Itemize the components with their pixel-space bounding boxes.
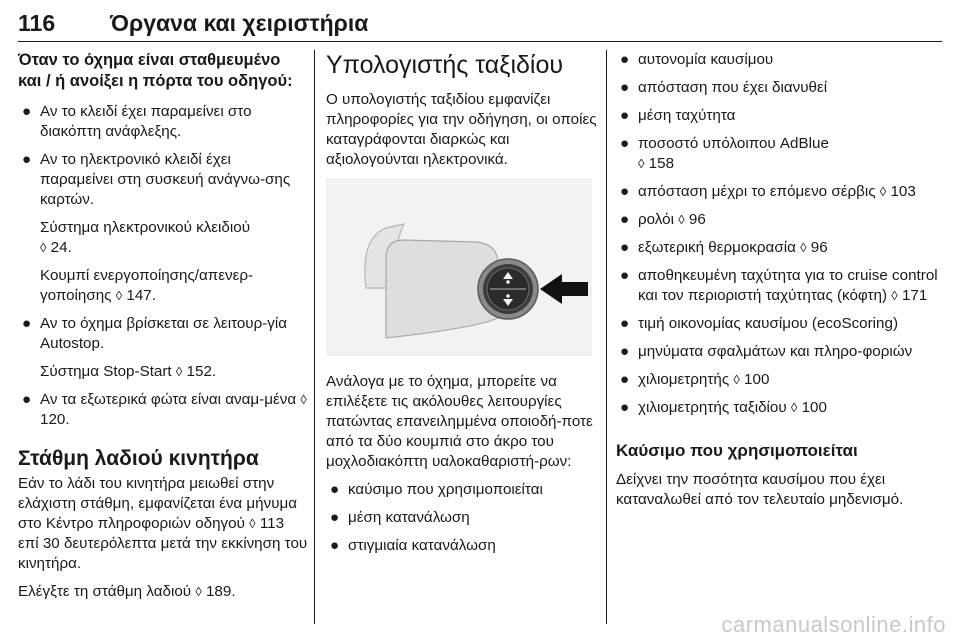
oil-level-text: Εάν το λάδι του κινητήρα μειωθεί στην ελάχιστη στάθμη, εμφανίζεται ένα μήνυμα στο Κέντρο πληροφοριών οδηγού ◊ 113 επί 30 δευτερόλεπτα μετά την εκκίνηση του κινητήρα. [18,475,308,572]
functions-list-continued [616,50,946,418]
wiper-lever-illustration [326,178,592,356]
fuel-used-text: Δείχνει την ποσότητα καυσίμου που έχει καταναλωθεί από τον τελευταίο μηδενισμό. [616,471,904,508]
parked-conditions-list [18,102,308,210]
reference-icon: ◊ [733,372,740,387]
column-divider-1 [314,50,315,624]
list-item: ● ποσοστό υπόλοιπου AdBlue ◊ 158 [620,135,829,172]
page-number: 116 [18,10,56,36]
bullet-icon: ● [22,315,32,332]
bullet-icon: ● [620,135,630,152]
reference-icon: ◊ [638,156,645,171]
list-item: ● απόσταση μέχρι το επόμενο σέρβις ◊ 103 [620,183,916,200]
reference-icon: ◊ [40,240,47,255]
reference-icon: ◊ [300,392,307,407]
list-item: ● ρολόι ◊ 96 [620,211,706,228]
list-item: ● εξωτερική θερμοκρασία ◊ 96 [620,239,828,256]
reference-icon: ◊ [790,400,798,415]
reference-icon: ◊ [249,516,256,531]
list-item: ● μηνύματα σφαλμάτων και πληρο‐φοριών [620,343,913,360]
parked-subheading: Όταν το όχημα είναι σταθμευμένο και / ή ανοίξει η πόρτα του οδηγού: [18,51,293,90]
cross-reference: Σύστημα Stop-Start ◊ 152. [40,363,217,380]
column-middle [326,50,598,564]
bullet-icon: ● [330,509,340,526]
list-item: ● Αν το ηλεκτρονικό κλειδί έχει παραμείνει στη συσκευή ανάγνω‐σης καρτών. [22,151,291,208]
bullet-icon: ● [620,343,630,360]
bullet-icon: ● [620,399,630,416]
list-item: ● απόσταση που έχει διανυθεί [620,79,828,96]
column-right [616,50,946,518]
fuel-used-heading: Καύσιμο που χρησιμοποιείται [616,441,858,460]
page-header [18,6,942,42]
reference-icon: ◊ [195,584,202,599]
cross-reference: Σύστημα ηλεκτρονικού κλειδιού ◊ 24. [40,219,251,256]
trip-computer-functions-text: Ανάλογα με το όχημα, μπορείτε να επιλέξετε τις ακόλουθες λειτουργίες πατώντας επανειλημμένα οποιοδή‐ποτε από τα δύο κουμπιά στο άκρο του μοχλοδιακόπτη υαλοκαθαριστή‐ρων: [326,373,593,470]
reference-icon: ◊ [879,184,887,199]
list-item: ● χιλιομετρητής ◊ 100 [620,371,770,388]
list-item: ● Αν το κλειδί έχει παραμείνει στο διακόπτη ανάφλεξης. [22,103,252,140]
bullet-icon: ● [620,51,630,68]
reference-icon: ◊ [678,212,685,227]
list-item: ● καύσιμο που χρησιμοποιείται [330,481,543,498]
list-item: ● χιλιομετρητής ταξιδίου ◊ 100 [620,399,827,416]
reference-icon: ◊ [175,364,183,379]
bullet-icon: ● [620,183,630,200]
reference-icon: ◊ [891,288,898,303]
bullet-icon: ● [620,107,630,124]
list-item: ● Αν το όχημα βρίσκεται σε λειτουρ‐γία Autostop. [22,315,288,352]
bullet-icon: ● [620,315,630,332]
trip-computer-heading: Υπολογιστής ταξιδίου [326,51,564,79]
bullet-icon: ● [620,79,630,96]
watermark: carmanualsonline.info [721,612,946,637]
trip-computer-intro: Ο υπολογιστής ταξιδίου εμφανίζει πληροφορίες για την οδήγηση, οι οποίες καταγράφονται διαρκώς και αξιολογούνται ηλεκτρονικά. [326,91,597,168]
list-item: ● Αν τα εξωτερικά φώτα είναι αναμ‐μένα ◊ 120. [22,391,307,428]
chapter-title: Όργανα και χειριστήρια [110,10,369,36]
reference-icon: ◊ [800,240,807,255]
list-item: ● αποθηκευμένη ταχύτητα για το cruise control και τον περιοριστή ταχύτητας (κόφτη) ◊ 171 [620,267,938,304]
oil-check-text: Ελέγξτε τη στάθμη λαδιού ◊ 189. [18,583,236,600]
list-item: ● αυτονομία καυσίμου [620,51,774,68]
reference-icon: ◊ [115,288,123,303]
list-item: ● τιμή οικονομίας καυσίμου (ecoScoring) [620,315,899,332]
list-item: ● μέση κατανάλωση [330,509,470,526]
bullet-icon: ● [620,267,630,284]
bullet-icon: ● [22,391,32,408]
oil-level-heading: Στάθμη λαδιού κινητήρα [18,447,259,470]
wiper-lever-image [326,178,592,356]
bullet-icon: ● [330,481,340,498]
list-item: ● μέση ταχύτητα [620,107,736,124]
column-divider-2 [606,50,607,624]
bullet-icon: ● [22,151,32,168]
cross-reference: Κουμπί ενεργοποίησης/απενερ‐γοποίησης ◊ 147. [40,267,254,304]
bullet-icon: ● [330,537,340,554]
list-item: ● στιγμιαία κατανάλωση [330,537,496,554]
functions-list [326,480,598,556]
bullet-icon: ● [620,211,630,228]
bullet-icon: ● [620,371,630,388]
column-left [18,50,308,610]
bullet-icon: ● [22,103,32,120]
bullet-icon: ● [620,239,630,256]
